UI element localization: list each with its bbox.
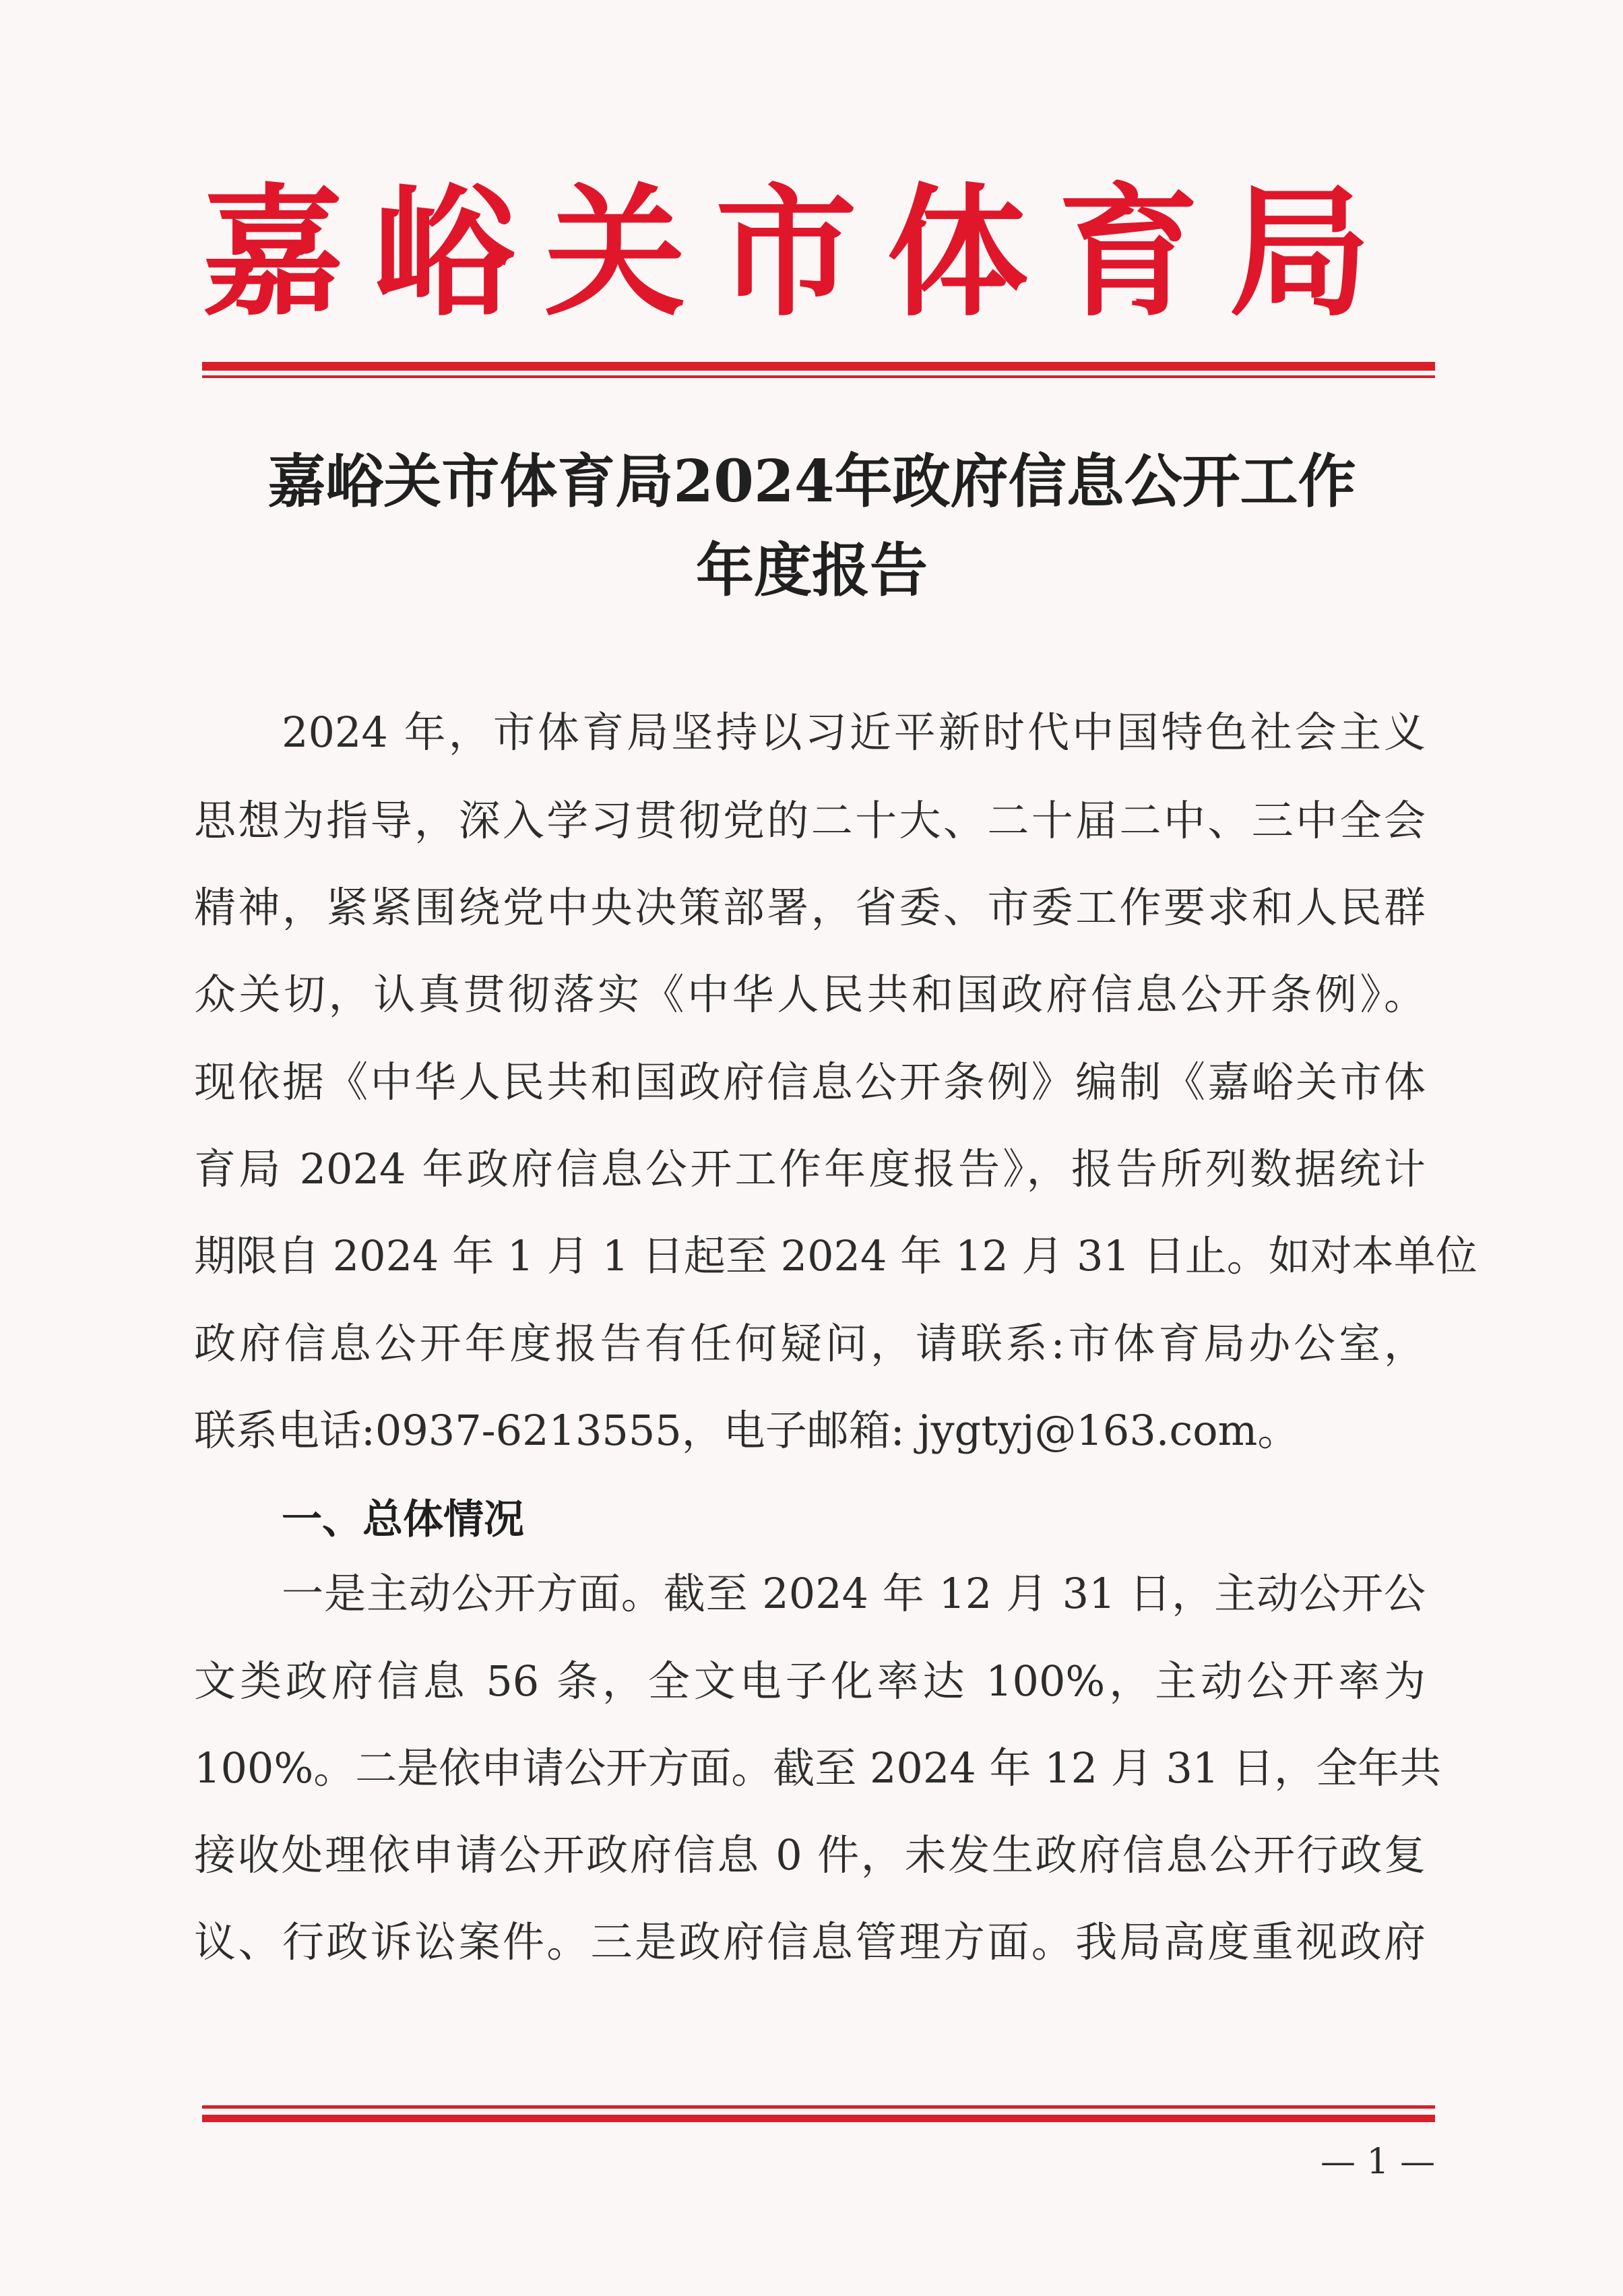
intro-paragraph-line: 精神，紧紧围绕党中央决策部署，省委、市委工作要求和人民群 — [194, 883, 1426, 932]
footer-red-rule-thin — [202, 2105, 1435, 2109]
intro-paragraph-line: 众关切，认真贯彻落实《中华人民共和国政府信息公开条例》。 — [194, 970, 1426, 1019]
letterhead-red-rule-thick — [202, 362, 1435, 371]
intro-paragraph-line: 现依据《中华人民共和国政府信息公开条例》编制《嘉峪关市体 — [194, 1057, 1426, 1107]
letterhead-red-rule-thin — [202, 375, 1435, 378]
overview-paragraph-line: 一是主动公开方面。截至 2024 年 12 月 31 日，主动公开公 — [282, 1569, 1426, 1618]
intro-paragraph-line: 联系电话:0937-6213555，电子邮箱: jygtyj@163.com。 — [194, 1406, 1300, 1455]
document-title-line-1: 嘉峪关市体育局2024年政府信息公开工作 — [267, 447, 1356, 516]
intro-paragraph-line: 期限自 2024 年 1 月 1 日起至 2024 年 12 月 31 日止。如对本单位 — [194, 1231, 1477, 1280]
intro-paragraph-line: 2024 年，市体育局坚持以习近平新时代中国特色社会主义 — [282, 708, 1426, 757]
document-title-line-2: 年度报告 — [696, 536, 928, 604]
overview-paragraph-line: 议、行政诉讼案件。三是政府信息管理方面。我局高度重视政府 — [194, 1917, 1426, 1966]
overview-paragraph-line: 文类政府信息 56 条，全文电子化率达 100%，主动公开率为 — [194, 1656, 1426, 1706]
intro-paragraph-line: 政府信息公开年度报告有任何疑问，请联系:市体育局办公室， — [194, 1319, 1426, 1368]
intro-paragraph-line: 育局 2024 年政府信息公开工作年度报告》，报告所列数据统计 — [194, 1144, 1426, 1193]
footer-red-rule-thick — [202, 2115, 1435, 2122]
overview-paragraph-line: 100%。二是依申请公开方面。截至 2024 年 12 月 31 日，全年共 — [194, 1743, 1442, 1793]
intro-paragraph-line: 思想为指导，深入学习贯彻党的二十大、二十届二中、三中全会 — [194, 796, 1426, 845]
overview-paragraph-line: 接收处理依申请公开政府信息 0 件，未发生政府信息公开行政复 — [194, 1830, 1426, 1880]
page-number: — 1 — — [1320, 2142, 1436, 2182]
letterhead-title: 嘉峪关市体育局 — [202, 169, 1401, 336]
section-heading-overview: 一、总体情况 — [282, 1496, 524, 1543]
